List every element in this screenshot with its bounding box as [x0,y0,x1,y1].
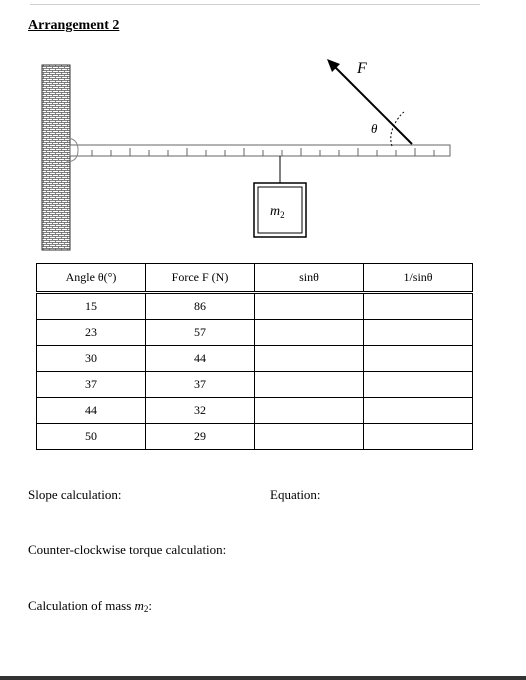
sin-cell[interactable] [255,398,364,424]
inv-sin-cell[interactable] [364,398,473,424]
header-force: Force F (N) [146,264,255,293]
bottom-band [0,676,526,680]
mass-calculation-label [28,598,152,614]
equation-label: Equation: [270,487,321,502]
sin-cell[interactable] [255,424,364,450]
header-inv-sin: 1/sinθ [364,264,473,293]
mass-calc-sub: 2 [143,604,149,614]
table-row [37,346,473,372]
sin-cell[interactable] [255,320,364,346]
sin-cell[interactable] [255,346,364,372]
mass-calc-var: m [134,598,144,613]
inv-sin-cell[interactable] [364,424,473,450]
force-cell: 37 [146,372,255,398]
mass-label: $m_2$ [270,204,285,220]
ccw-torque-label: Counter-clockwise torque calculation: [28,542,227,557]
section-heading: Arrangement 2 [28,18,120,33]
sin-cell[interactable] [255,372,364,398]
table-row [37,372,473,398]
angle-cell: 50 [37,424,146,450]
force-cell: 32 [146,398,255,424]
sin-cell[interactable] [255,293,364,320]
angle-cell: 37 [37,372,146,398]
force-cell: 86 [146,293,255,320]
angle-label: θ [371,121,378,136]
header-sin: sinθ [255,264,364,293]
lever-diagram [0,0,526,260]
header-angle: Angle θ(°) [37,264,146,293]
wall [42,65,70,250]
force-cell: 57 [146,320,255,346]
slope-calculation-label: Slope calculation: [28,487,122,502]
meter-stick [70,145,450,156]
inv-sin-cell[interactable] [364,293,473,320]
inv-sin-cell[interactable] [364,320,473,346]
table-row [37,398,473,424]
table-row [37,424,473,450]
angle-cell: 23 [37,320,146,346]
mass-calc-prefix: Calculation of mass [28,598,135,613]
force-cell: 29 [146,424,255,450]
force-label: F [357,60,367,77]
table-row [37,320,473,346]
inv-sin-cell[interactable] [364,346,473,372]
force-cell: 44 [146,346,255,372]
angle-cell: 30 [37,346,146,372]
inv-sin-cell[interactable] [364,372,473,398]
mass-calc-suffix: : [148,598,153,613]
table-header-row [37,264,473,293]
table-row [37,293,473,320]
angle-cell: 15 [37,293,146,320]
data-table [36,263,473,450]
angle-cell: 44 [37,398,146,424]
